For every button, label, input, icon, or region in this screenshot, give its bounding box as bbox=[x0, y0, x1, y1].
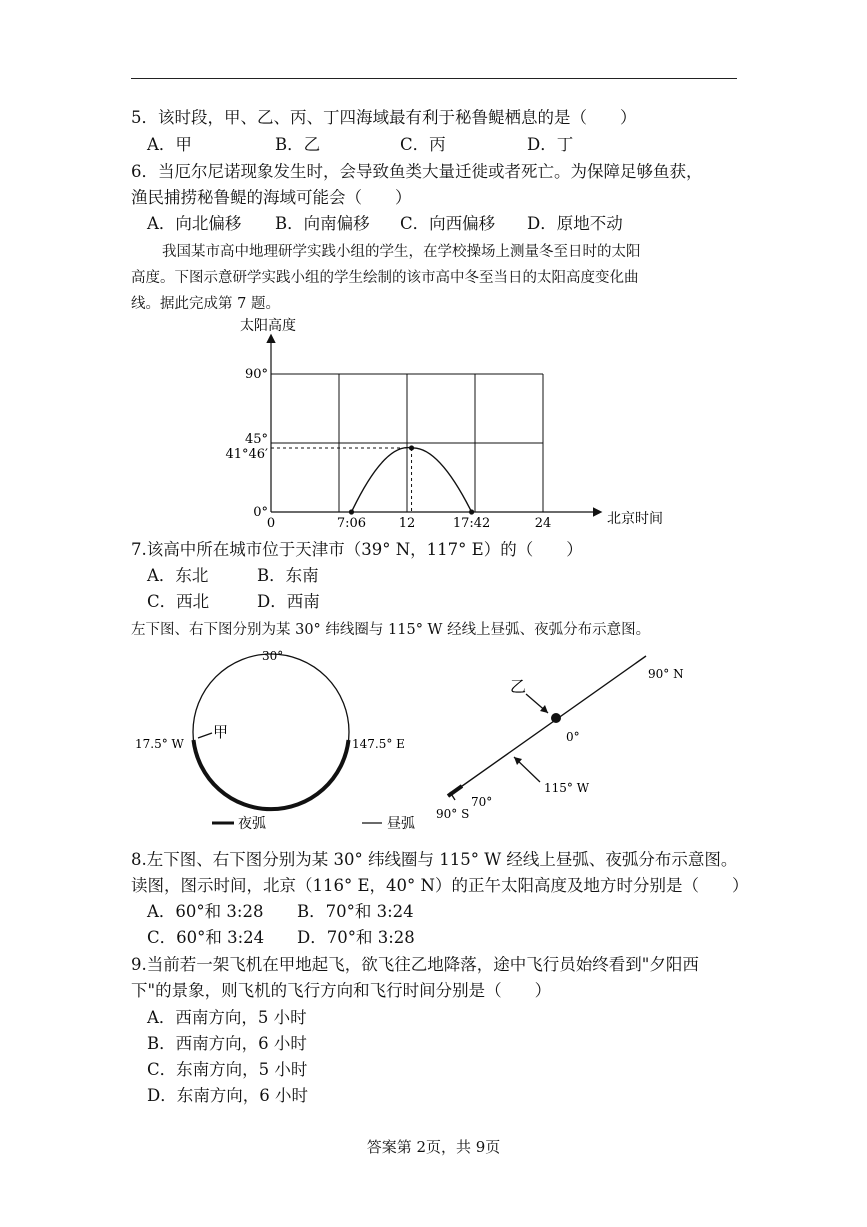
night-legend-label: 夜弧 bbox=[238, 816, 266, 832]
q5-stem: 5．该时段，甲、乙、丙、丁四海域最有利于秘鲁鳀栖息的是（ ） bbox=[131, 108, 637, 127]
data-point-1 bbox=[409, 445, 414, 450]
y-axis-label: 太阳高度 bbox=[240, 318, 296, 334]
night-arc bbox=[194, 740, 349, 809]
q6-stem-line2: 渔民捕捞秘鲁鳀的海域可能会（ ） bbox=[131, 188, 412, 207]
night-segment bbox=[448, 786, 462, 796]
y-tick-0: 0° bbox=[253, 505, 268, 520]
left-label: 17.5° W bbox=[135, 737, 184, 751]
q9-stem-line1: 9.当前若一架飞机在甲地起飞，欲飞往乙地降落，途中飞行员始终看到"夕阳西 bbox=[131, 955, 699, 974]
page-footer: 答案第 2页，共 9页 bbox=[366, 1138, 501, 1156]
south-label: 90° S bbox=[436, 807, 470, 821]
chart-guides bbox=[271, 448, 412, 512]
q9-option-c: C．东南方向，5 小时 bbox=[147, 1060, 308, 1079]
q8-option-d: D．70°和 3:28 bbox=[297, 928, 415, 947]
y-tick-2: 45° bbox=[244, 432, 268, 447]
data-point-0 bbox=[349, 509, 354, 514]
x-tick-0: 0 bbox=[266, 516, 276, 530]
yi-label: 乙 bbox=[510, 677, 527, 696]
solar-altitude-chart bbox=[215, 312, 685, 530]
q9-option-d: D．东南方向，6 小时 bbox=[147, 1086, 308, 1105]
q6-option-b: B．向南偏移 bbox=[275, 214, 370, 233]
q7-option-a: A．东北 bbox=[147, 566, 209, 585]
q6-stem-line1: 6．当厄尔尼诺现象发生时，会导致鱼类大量迁徙或者死亡。为保障足够鱼获， bbox=[131, 162, 703, 181]
q6-option-c: C．向西偏移 bbox=[400, 214, 496, 233]
meridian-line bbox=[448, 656, 646, 796]
q8-option-a: A．60°和 3:28 bbox=[147, 902, 264, 921]
right-label: 147.5° E bbox=[352, 737, 405, 751]
q7-option-d: D．西南 bbox=[257, 592, 320, 611]
q6-option-a: A．向北偏移 bbox=[147, 214, 242, 233]
top-label: 30° bbox=[262, 649, 284, 663]
q5-option-a: A．甲 bbox=[147, 135, 192, 154]
intro7-line3: 线。据此完成第 7 题。 bbox=[131, 296, 280, 312]
chart-grid bbox=[271, 374, 543, 512]
meridian-figure bbox=[430, 645, 710, 830]
x-tick-3: 17:42 bbox=[452, 516, 491, 530]
jia-label: 甲 bbox=[213, 723, 229, 741]
q7-option-b: B．东南 bbox=[257, 566, 319, 585]
q8-option-b: B．70°和 3:24 bbox=[297, 902, 414, 921]
zero-label: 0° bbox=[566, 730, 580, 744]
intro7-line2: 高度。下图示意研学实践小组的学生绘制的该市高中冬至当日的太阳高度变化曲 bbox=[131, 270, 639, 286]
q9-option-b: B．西南方向，6 小时 bbox=[147, 1034, 307, 1053]
q7-option-c: C．西北 bbox=[147, 592, 210, 611]
q9-option-a: A．西南方向，5 小时 bbox=[147, 1008, 307, 1027]
q5-option-b: B．乙 bbox=[275, 135, 321, 154]
header-rule bbox=[131, 78, 737, 79]
north-label: 90° N bbox=[648, 667, 684, 681]
q9-stem-line2: 下"的景象，则飞机的飞行方向和飞行时间分别是（ ） bbox=[131, 981, 552, 1000]
data-point-2 bbox=[469, 509, 474, 514]
x-tick-2: 12 bbox=[398, 516, 416, 530]
intro8: 左下图、右下图分别为某 30° 纬线圈与 115° W 经线上昼弧、夜弧分布示意图。 bbox=[131, 622, 651, 638]
q6-option-d: D．原地不动 bbox=[527, 214, 623, 233]
x-tick-4: 24 bbox=[534, 516, 552, 530]
q7-stem: 7.该高中所在城市位于天津市（39° N，117° E）的（ ） bbox=[131, 540, 583, 559]
seventy-label: 70° bbox=[471, 795, 493, 809]
q5-option-d: D．丁 bbox=[527, 135, 574, 154]
day-legend-label: 昼弧 bbox=[387, 816, 415, 832]
intro7-line1: 我国某市高中地理研学实践小组的学生，在学校操场上测量冬至日时的太阳 bbox=[162, 244, 641, 260]
q8-stem-line1: 8.左下图、右下图分别为某 30° 纬线圈与 115° W 经线上昼弧、夜弧分布示意图。 bbox=[131, 850, 738, 869]
x-tick-1: 7:06 bbox=[336, 516, 367, 530]
y-tick-3: 90° bbox=[244, 367, 268, 382]
q5-option-c: C．丙 bbox=[400, 135, 446, 154]
x-axis-label: 北京时间 bbox=[607, 511, 663, 527]
equator-point bbox=[551, 713, 561, 723]
jia-arrow bbox=[198, 733, 212, 738]
lon-label: 115° W bbox=[544, 781, 590, 795]
q8-option-c: C．60°和 3:24 bbox=[147, 928, 265, 947]
latitude-circle-figure bbox=[125, 645, 425, 840]
y-tick-1: 41°46′ bbox=[225, 446, 268, 462]
q8-stem-line2: 读图，图示时间，北京（116° E，40° N）的正午太阳高度及地方时分别是（ ） bbox=[131, 876, 749, 895]
